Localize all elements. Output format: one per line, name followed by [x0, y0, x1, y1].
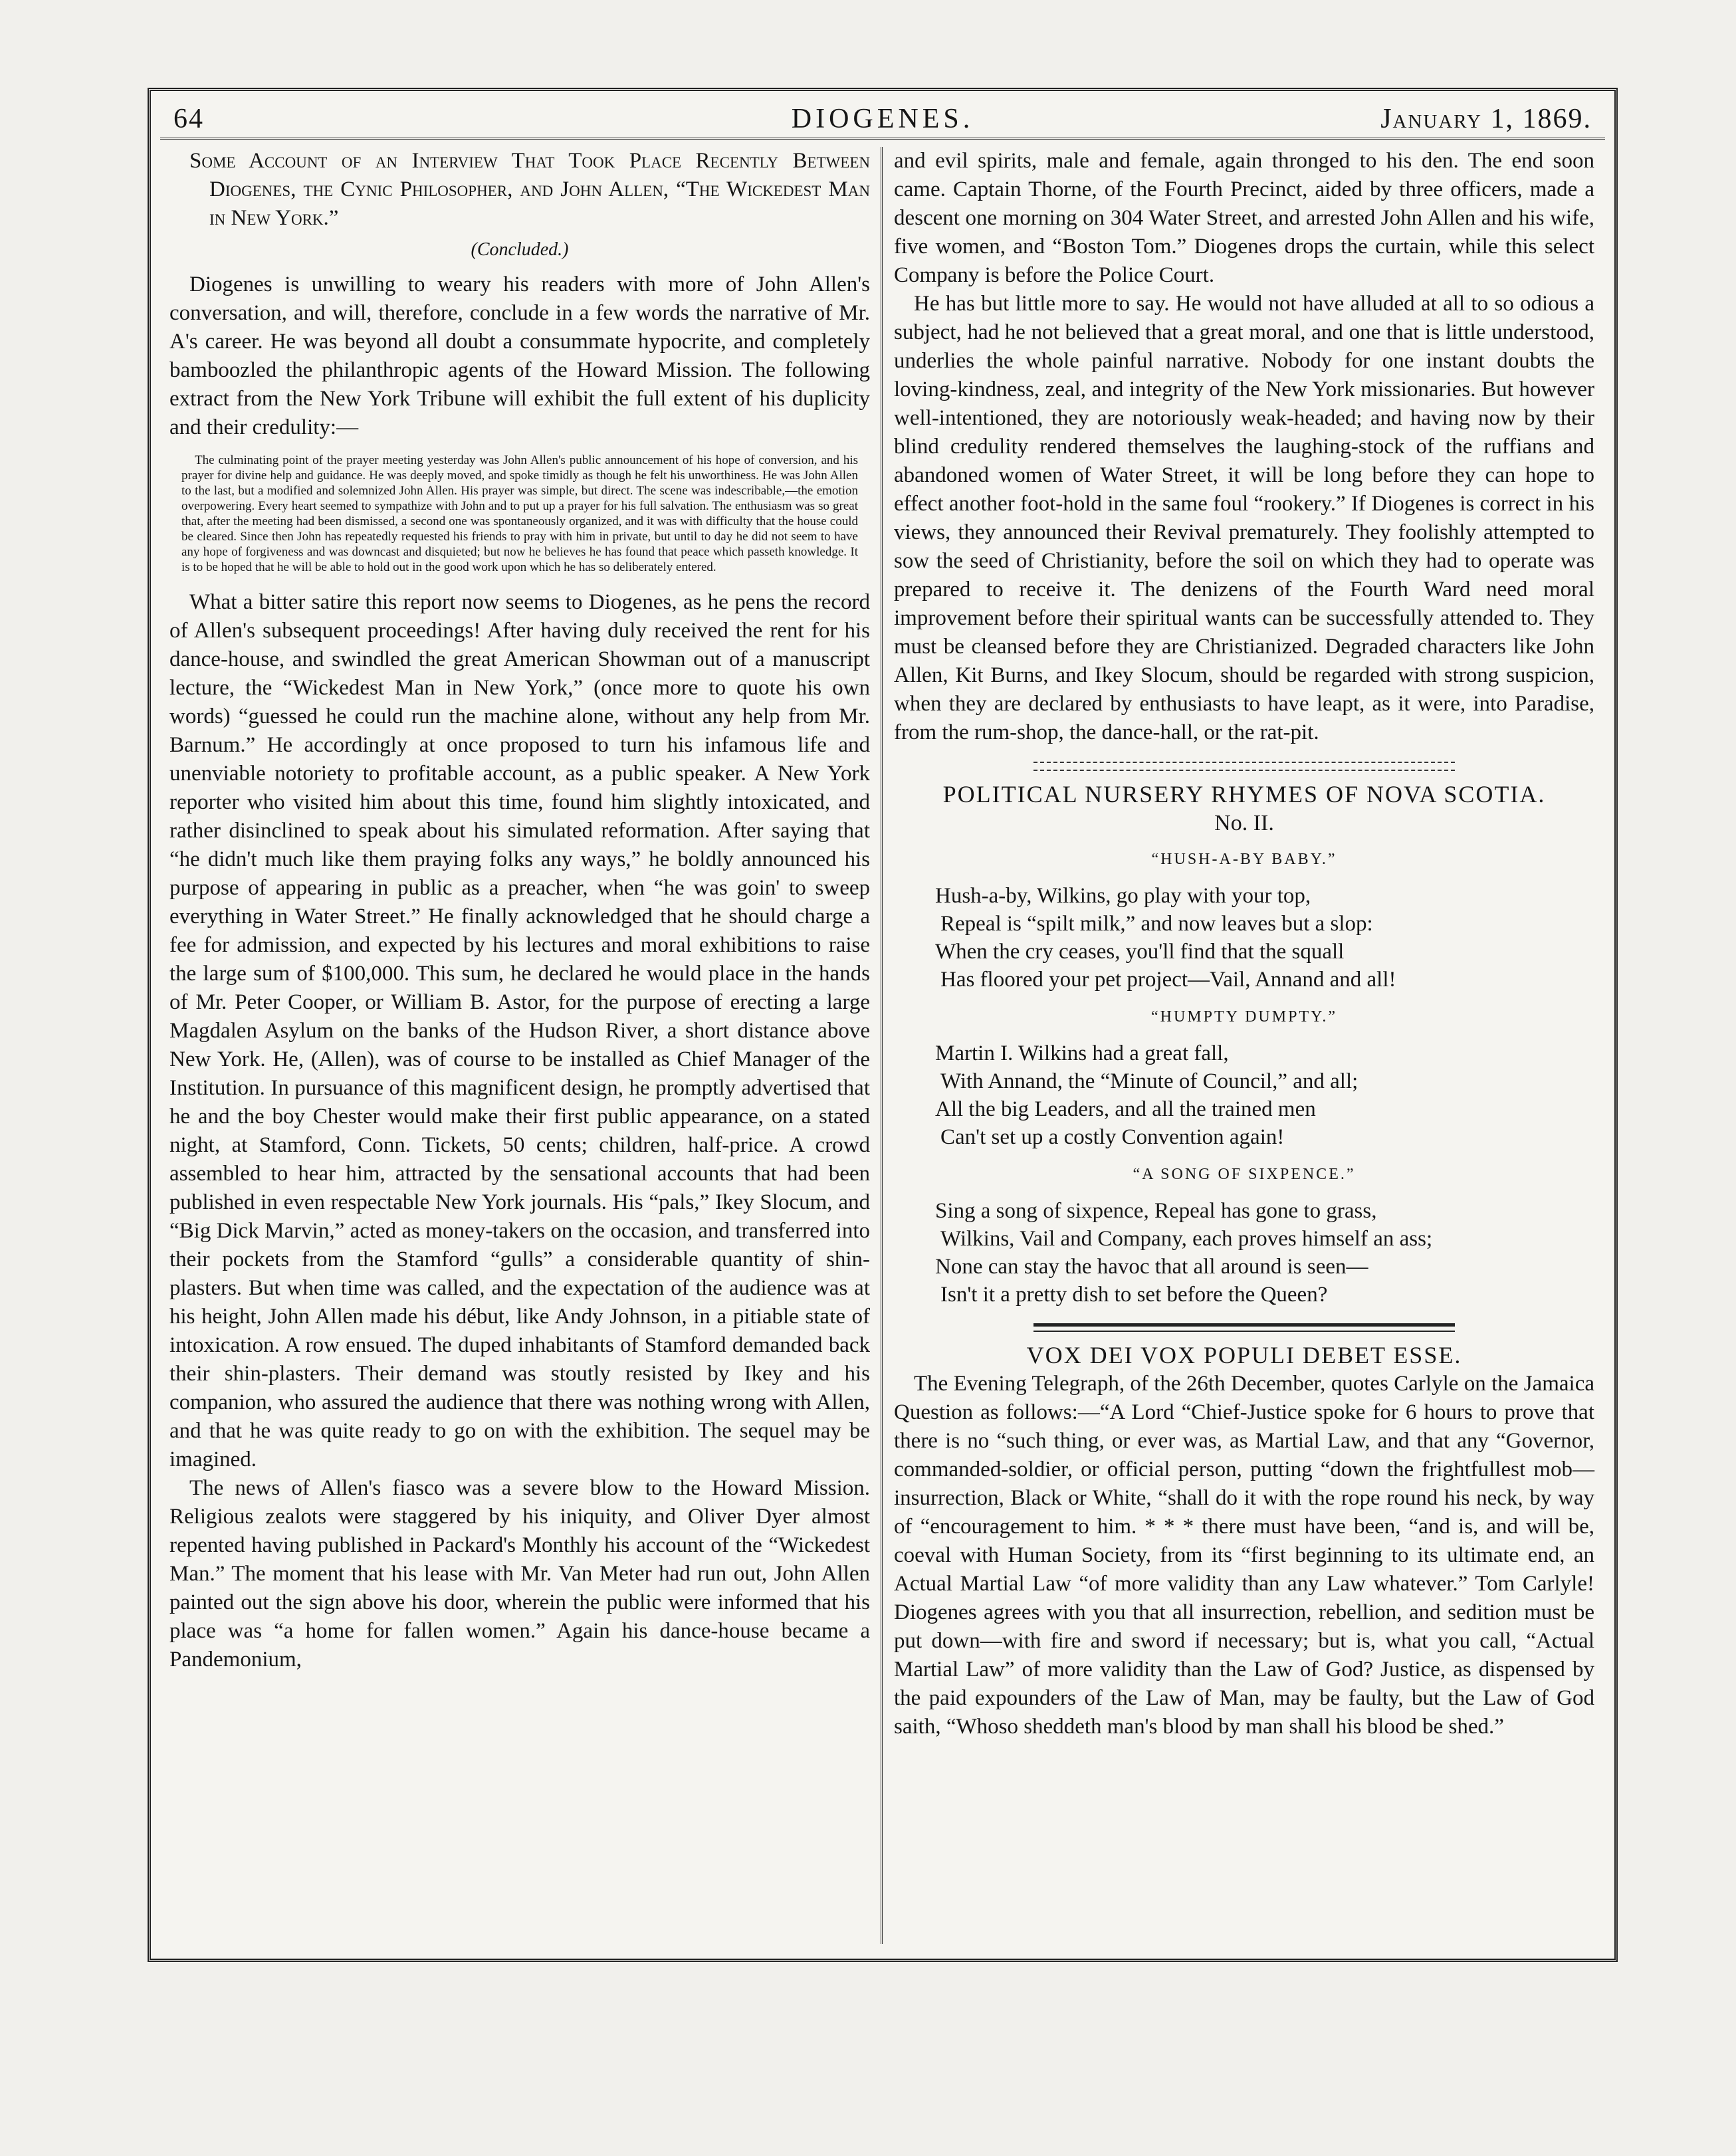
- article-paragraph-1: Diogenes is unwilling to weary his readers with more of John Allen's conversation, and will, therefore, conclude in a few words the narrative of Mr. A's career. He was beyond all doubt a consummate hypocrite, and completely bamboozled the philanthropic agents of the Howard Mission. The following extract from the New York Tribune will exhibit the full extent of his duplicity and their credulity:—: [169, 272, 870, 439]
- section-separator: [1033, 762, 1455, 771]
- verse-line: Martin I. Wilkins had a great fall,: [935, 1041, 1229, 1065]
- column-divider: [881, 147, 883, 1944]
- verse-line: Isn't it a pretty dish to set before the Queen?: [940, 1283, 1328, 1307]
- article-paragraph-3: The news of Allen's fiasco was a severe blow to the Howard Mission. Religious zealots were staggered by his iniquity, and Oliver Dyer almost repented having published in Packard's Monthly his account of the “Wickedest Man.” The moment that his lease with Mr. Van Meter had run out, John Allen painted out the sign above his door, wherein the public were informed that his place was “a home for fallen women.” Again his dance-house became a Pandemonium,: [169, 1476, 870, 1671]
- page-number: 64: [173, 104, 204, 134]
- rhyme-verse-1: [935, 882, 1594, 994]
- newspaper-page: [148, 88, 1618, 1962]
- masthead: [160, 99, 1605, 140]
- verse-line: When the cry ceases, you'll find that the squall: [935, 940, 1345, 964]
- article-paragraph-2: What a bitter satire this report now seems to Diogenes, as he pens the record of Allen's subsequent proceedings! After having duly received the rent for his dance-house, and swindled the great American Showman out of a manuscript lecture, the “Wickedest Man in New York,” (once more to quote his own words) “guessed he could run the machine alone, without any help from Mr. Barnum.” He accordingly at once proposed to turn his infamous life and unenviable notoriety to profitable account, as a public speaker. A New York reporter who visited him about this time, found him slightly intoxicated, and rather disinclined to speak about his simulated reformation. After saying that “he didn't much like them praying folks any ways,” he boldly announced his purpose of appearing in public as a preacher, when “he was goin' to sweep everything in Water Street.” He finally acknowledged that he should charge a fee for admission, and expected by his lectures and moral exhibitions to raise the large sum of $100,000. This sum, he declared he would place in the hands of Mr. Peter Cooper, or William B. Astor, for the purpose of erecting a large Magdalen Asylum on the banks of the Hudson River, a short distance above New York. He, (Allen), was of course to be installed as Chief Manager of the Institution. In pursuance of this magnificent design, he promptly advertised that he and the boy Chester would make their first public appearance, on a stated night, at Stamford, Conn. Tickets, 50 cents; children, half-price. A crowd assembled to hear him, attracted by the sensational accounts that had been published in even respectable New York journals. His “pals,” Ikey Slocum, and “Big Dick Marvin,” acted as money-takers on the occasion, and transferred into their pockets from the Stamford “gulls” a considerable quantity of shin-plasters. But when time was called, and the expectation of the audience was at his height, John Allen made his début, like Andy Johnson, in a pitiable state of intoxication. A row ensued. The duped inhabitants of Stamford demanded back their shin-plasters. Their demand was stoutly resisted by Ikey and his companion, who assured the audience that there was nothing wrong with Allen, and that he was quite ready to go on with the exhibition. The sequel may be imagined.: [169, 590, 870, 1471]
- rhyme-title-1: “HUSH-A-BY BABY.”: [1151, 851, 1337, 868]
- verse-line: Can't set up a costly Convention again!: [940, 1125, 1285, 1149]
- rhymes-number: No. II.: [1214, 811, 1274, 835]
- verse-line: Has floored your pet project—Vail, Annand and all!: [940, 968, 1396, 992]
- tribune-extract: The culminating point of the prayer meeting yesterday was John Allen's public announcement of his hope of conversion, and his prayer for divine help and guidance. He was deeply moved, and spoke timidly as though he felt his unworthiness. He was John Allen to the last, but a modified and solemnized John Allen. His prayer was simple, but direct. The scene was indescribable,—the emotion overpowering. Every heart seemed to sympathize with John and to put up a prayer for his full salvation. The enthusiasm was so great that, after the meeting had been dismissed, a second one was spontaneously organized, and it was with difficulty that the house could be cleared. Since then John has repeatedly requested his friends to pray with him in private, but until to day he did not seem to have any hope of forgiveness and was downcast and disquieted; but now he believes he has found that peace which passeth knowledge. It is to be hoped that he will be able to hold out in the good work upon which he has so deliberately entered.: [181, 453, 858, 574]
- verse-line: Sing a song of sixpence, Repeal has gone to grass,: [935, 1199, 1377, 1223]
- rhyme-verse-3: [935, 1197, 1594, 1309]
- verse-line: Repeal is “spilt milk,” and now leaves but a slop:: [940, 912, 1373, 936]
- article-heading: Some Account of an Interview That Took Place Recently Between Diogenes, the Cynic Philosopher, and John Allen, “The Wickedest Man in New York.”: [189, 149, 870, 230]
- concluded-note: (Concluded.): [471, 239, 569, 260]
- issue-date: January 1, 1869.: [1380, 104, 1592, 134]
- verse-line: Hush-a-by, Wilkins, go play with your top,: [935, 884, 1311, 908]
- rhyme-verse-2: [935, 1039, 1594, 1151]
- vox-title: VOX DEI VOX POPULI DEBET ESSE.: [1026, 1342, 1462, 1368]
- rhyme-title-2: “HUMPTY DUMPTY.”: [1150, 1008, 1337, 1025]
- vox-paragraph: The Evening Telegraph, of the 26th December, quotes Carlyle on the Jamaica Question as follows:—“A Lord “Chief-Justice spoke for 6 hours to prove that there is no “such thing, or ever was, as Martial Law, and that any “Governor, commanded-soldier, or official person, putting “down the frightfullest mob—insurrection, Black or White, “shall do it with the rope round his neck, by way of “encouragement to him. * * * there must have been, “and is, and will be, coeval with Human Society, from its “first beginning to its ultimate end, an Actual Martial Law “of more validity than any Law whatever.” Tom Carlyle! Diogenes agrees with you that all insurrection, rebellion, and sedition must be put down—with fire and sword if necessary; but is, what you call, “Actual Martial Law” of more validity than the Law of God? Justice, as dispensed by the paid expounders of the Law of Man, may be faulty, but the Law of God saith, “Whoso sheddeth man's blood by man shall his blood be shed.”: [894, 1372, 1594, 1739]
- verse-line: All the big Leaders, and all the trained men: [935, 1097, 1316, 1121]
- verse-line: With Annand, the “Minute of Council,” and all;: [940, 1069, 1358, 1093]
- section-separator-heavy: [1033, 1323, 1455, 1332]
- verse-line: None can stay the havoc that all around is seen—: [935, 1255, 1368, 1279]
- article-continuation: and evil spirits, male and female, again thronged to his den. The end soon came. Captain Thorne, of the Fourth Precinct, aided by three officers, made a descent one morning on 304 Water Street, and arrested John Allen and his wife, five women, and “Boston Tom.” Diogenes drops the curtain, while this select Company is before the Police Court.: [894, 149, 1594, 287]
- article-paragraph-4: He has but little more to say. He would not have alluded at all to so odious a subject, had he not believed that a great moral, and one that is little understood, underlies the whole painful narrative. Nobody for one instant doubts the loving-kindness, zeal, and integrity of the New York missionaries. But however well-intentioned, they are notoriously weak-headed; and having now by their blind credulity rendered themselves the laughing-stock of the ruffians and abandoned women of Water Street, it will be long before they can hope to effect another foot-hold in the same foul “rookery.” If Diogenes is correct in his views, they announced their Revival prematurely. They foolishly attempted to sow the seed of Christianity, before the soil on which they had to operate was prepared to receive it. The denizens of the Fourth Ward need moral improvement before their spiritual wants can be successfully attended to. They must be cleansed before they are Christianized. Degraded characters like John Allen, Kit Burns, and Ikey Slocum, should be regarded with strong suspicion, when they are declared by enthusiasts to have leapt, as it were, into Paradise, from the rum-shop, the dance-hall, or the rat-pit.: [894, 292, 1594, 744]
- right-column: [894, 147, 1594, 1741]
- rhymes-title: POLITICAL NURSERY RHYMES OF NOVA SCOTIA.: [942, 781, 1546, 808]
- left-column: [169, 147, 870, 1674]
- rhyme-title-3: “A SONG OF SIXPENCE.”: [1133, 1166, 1356, 1183]
- verse-line: Wilkins, Vail and Company, each proves himself an ass;: [940, 1227, 1433, 1251]
- journal-title: DIOGENES.: [791, 104, 974, 134]
